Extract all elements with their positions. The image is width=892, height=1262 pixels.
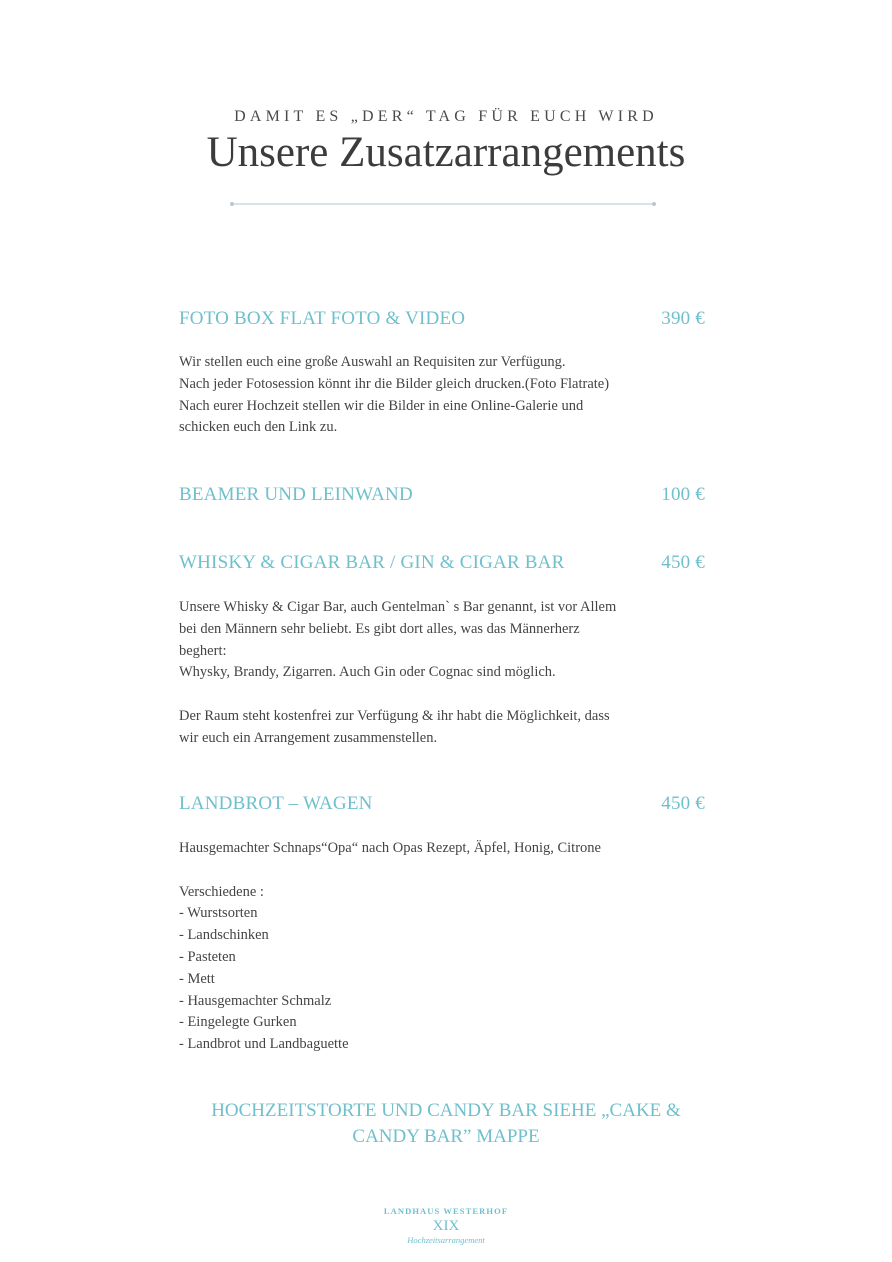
text-line: wir euch ein Arrangement zusammenstellen.: [179, 729, 438, 746]
section-description-landbrot-wagen: [179, 838, 719, 1056]
section-title: FOTO BOX FLAT FOTO & VIDEO: [179, 308, 466, 329]
text-line: bei den Männern sehr beliebt. Es gibt dort alles, was das Männerherz: [179, 620, 580, 637]
section-title: LANDBROT – WAGEN: [179, 793, 373, 814]
text-line: Hausgemachter Schnaps“Opa“ nach Opas Rezept, Äpfel, Honig, Citrone: [179, 840, 601, 856]
closing-line-1: HOCHZEITSTORTE UND CANDY BAR SIEHE „CAKE &: [211, 1100, 681, 1121]
section-heading-beamer: [179, 484, 705, 508]
list-item: - Eingelegte Gurken: [179, 1014, 297, 1031]
section-price: 100 €: [661, 484, 705, 505]
section-price: 450 €: [661, 552, 705, 573]
list-item: - Wurstsorten: [179, 905, 258, 922]
text-line: Unsere Whisky & Cigar Bar, auch Gentelman` s Bar genannt, ist vor Allem: [179, 599, 617, 615]
text-line: Verschiedene :: [179, 883, 264, 900]
text-line: Der Raum steht kostenfrei zur Verfügung & ihr habt die Möglichkeit, dass: [179, 707, 610, 724]
list-item: - Landschinken: [179, 927, 269, 944]
text-line: [179, 860, 719, 882]
text-line: Wir stellen euch eine große Auswahl an Requisiten zur Verfügung.: [179, 354, 566, 370]
page-footer: [0, 1206, 892, 1245]
page-title: Unsere Zusatzarrangements: [206, 129, 686, 176]
list-item: - Landbrot und Landbaguette: [179, 1036, 349, 1053]
header-divider: [229, 198, 657, 210]
closing-note: [160, 1098, 732, 1150]
section-price: 450 €: [661, 793, 705, 814]
text-line: Nach eurer Hochzeit stellen wir die Bilder in eine Online-Galerie und: [179, 397, 584, 414]
section-description-foto-box: [179, 352, 719, 439]
text-line: Whysky, Brandy, Zigarren. Auch Gin oder Cognac sind möglich.: [179, 664, 556, 681]
section-heading-foto-box: [179, 308, 705, 332]
text-line: [179, 684, 719, 706]
list-item: - Mett: [179, 970, 215, 987]
section-title: WHISKY & CIGAR BAR / GIN & CIGAR BAR: [179, 552, 565, 573]
section-title: BEAMER UND LEINWAND: [179, 484, 413, 505]
list-item: - Pasteten: [179, 948, 236, 965]
text-line: schicken euch den Link zu.: [179, 419, 338, 436]
section-price: 390 €: [661, 308, 705, 329]
closing-line-2: CANDY BAR” MAPPE: [352, 1126, 540, 1147]
section-heading-landbrot-wagen: [179, 793, 705, 817]
page-number: XIX: [432, 1218, 460, 1234]
text-line: beghert:: [179, 642, 227, 659]
footer-subtitle: Hochzeitsarrangement: [407, 1235, 485, 1245]
header-kicker: DAMIT ES „DER“ TAG FÜR EUCH WIRD: [234, 108, 658, 125]
list-item: - Hausgemachter Schmalz: [179, 992, 332, 1009]
footer-brand: LANDHAUS WESTERHOF: [383, 1206, 509, 1216]
text-line: Nach jeder Fotosession könnt ihr die Bilder gleich drucken.(Foto Flatrate): [179, 375, 610, 392]
section-description-whisky-cigar-bar: [179, 597, 719, 750]
section-heading-whisky-cigar-bar: [179, 552, 705, 576]
